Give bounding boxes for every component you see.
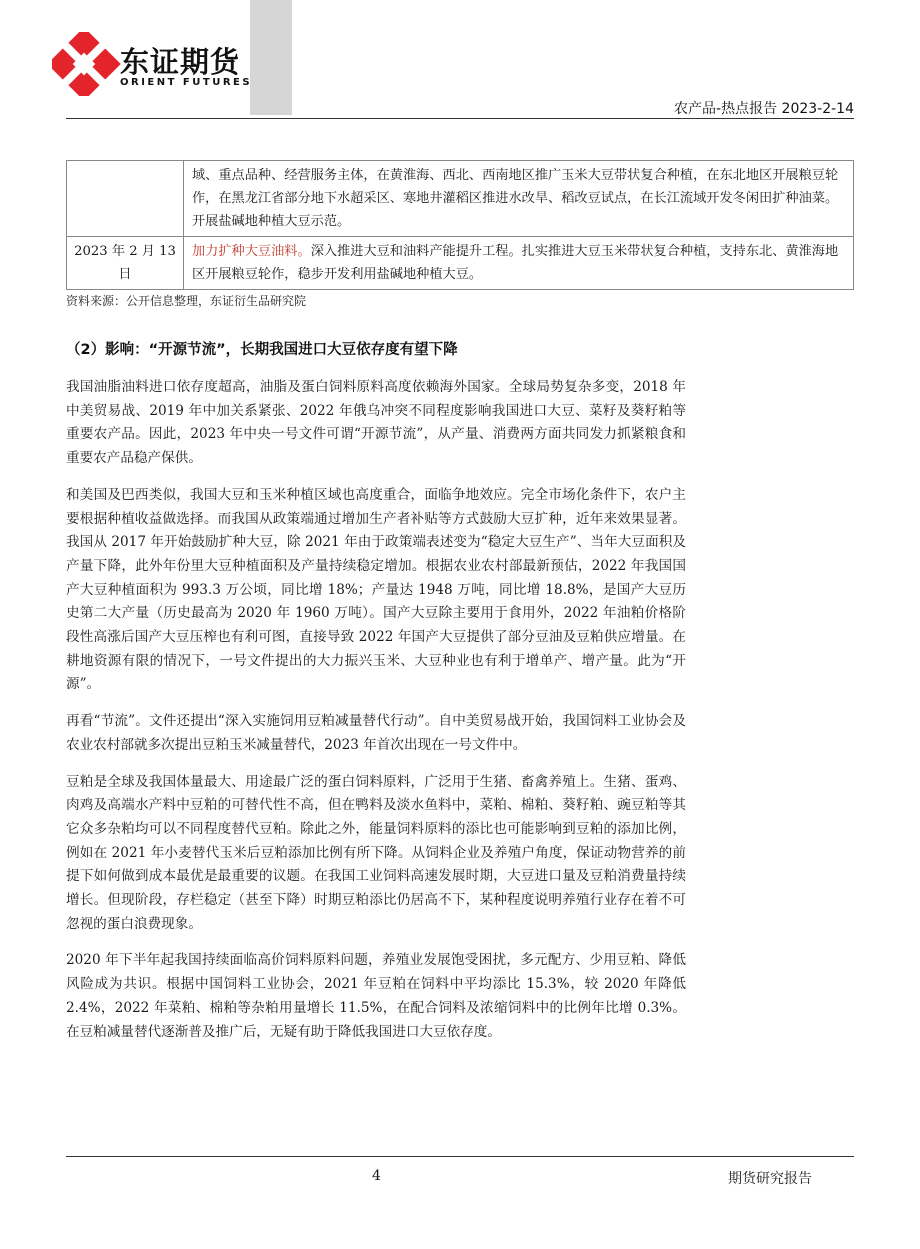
table-cell-content xyxy=(184,237,854,290)
table-row xyxy=(67,161,854,237)
page-number: 4 xyxy=(372,1168,381,1184)
table-cell-content xyxy=(184,161,854,237)
table-row xyxy=(67,237,854,290)
table-source: 资料来源：公开信息整理，东证衍生品研究院 xyxy=(66,294,307,308)
table-cell-date: 2023 年 2 月 13 日 xyxy=(67,237,184,290)
paragraph: 我国油脂油料进口依存度超高，油脂及蛋白饲料原料高度依赖海外国家。全球局势复杂多变，2018 年中美贸易战、2019 年中加关系紧张、2022 年俄乌冲突不同程度影响我国进口大豆、菜籽及葵籽粕等重要农产品。因此，2023 年中央一号文件可谓“开源节流”，从产量、消费两方面共同发力抓紧粮食和重要农产品稳产保供。 xyxy=(66,379,686,467)
paragraph: 和美国及巴西类似，我国大豆和玉米种植区域也高度重合，面临争地效应。完全市场化条件下，农户主要根据种植收益做选择。而我国从政策端通过增加生产者补贴等方式鼓励大豆扩种，近年来效果显著。我国从 2017 年开始鼓励扩种大豆，除 2021 年由于政策端表述变为“稳定大豆生产”、当年大豆面积及产量下降，此外年份里大豆种植面积及产量持续稳定增加。根据农业农村部最新预估，2022 年我国国产大豆种植面积为 993.3 万公顷，同比增 18%；产量达 1948 万吨，同比增 18.8%，是国产大豆历史第二大产量（历史最高为 2020 年 1960 万吨）。国产大豆除主要用于食用外，2022 年油粕价格阶段性高涨后国产大豆压榨也有利可图，直接导致 2022 年国产大豆提供了部分豆油及豆粕供应增量。在耕地资源有限的情况下，一号文件提出的大力振兴玉米、大豆种业也有利于增单产、增产量。此为“开源”。 xyxy=(66,486,686,693)
table-highlight: 加力扩种大豆油料。 xyxy=(192,244,311,259)
paragraph: 再看“节流”。文件还提出“深入实施饲用豆粕减量替代行动”。自中美贸易战开始，我国饲料工业协会及农业农村部就多次提出豆粕玉米减量替代，2023 年首次出现在一号文件中。 xyxy=(66,713,686,753)
body-text xyxy=(66,376,686,1057)
footer-divider xyxy=(66,1156,854,1157)
paragraph: 豆粕是全球及我国体量最大、用途最广泛的蛋白饲料原料，广泛用于生猪、畜禽养殖上。生猪、蛋鸡、肉鸡及高端水产料中豆粕的可替代性不高，但在鸭料及淡水鱼料中，菜粕、棉粕、葵籽粕、豌豆粕等其它众多杂粕均可以不同程度替代豆粕。除此之外，能量饲料原料的添比也可能影响到豆粕的添加比例，例如在 2021 年小麦替代玉米后豆粕添加比例有所下降。从饲料企业及养殖户角度，保证动物营养的前提下如何做到成本最优是最重要的议题。在我国工业饲料高速发展时期，大豆进口量及豆粕消费量持续增长。但现阶段，存栏稳定（甚至下降）时期豆粕添比仍居高不下，某种程度说明养殖行业存在着不可忽视的蛋白浪费现象。 xyxy=(66,773,686,932)
header-gray-strip xyxy=(250,0,292,115)
footer-label: 期货研究报告 xyxy=(728,1171,812,1187)
table-text: 域、重点品种、经营服务主体，在黄淮海、西北、西南地区推广玉米大豆带状复合种植，在东北地区开展粮豆轮作，在黑龙江省部分地下水超采区、寒地井灌稻区推进水改旱、稻改豆试点，在长江流域开发冬闲田扩种油菜。开展盐碱地种植大豆示范。 xyxy=(192,168,839,229)
paragraph: 2020 年下半年起我国持续面临高价饲料原料问题，养殖业发展饱受困扰，多元配方、少用豆粕、降低风险成为共识。根据中国饲料工业协会，2021 年豆粕在饲料中平均添比 15.3%，较 2020 年降低 2.4%，2022 年菜粕、棉粕等杂粕用量增长 11.5%，在配合饲料及浓缩饲料中的比例年比增 0.3%。在豆粕减量替代逐渐普及推广后，无疑有助于降低我国进口大豆依存度。 xyxy=(66,952,686,1040)
logo-title: 东证期货 xyxy=(120,45,241,79)
header-divider xyxy=(66,118,854,119)
section-title: （2）影响：“开源节流”，长期我国进口大豆依存度有望下降 xyxy=(66,342,458,358)
report-label: 农产品-热点报告 2023-2-14 xyxy=(674,101,854,117)
policy-table xyxy=(66,160,854,290)
table-cell-date xyxy=(67,161,184,237)
table-text: 深入推进大豆和油料产能提升工程。扎实推进大豆玉米带状复合种植，支持东北、黄淮海地区开展粮豆轮作，稳步开发利用盐碱地种植大豆。 xyxy=(192,244,839,282)
logo-subtitle: ORIENT FUTURES xyxy=(120,77,253,88)
